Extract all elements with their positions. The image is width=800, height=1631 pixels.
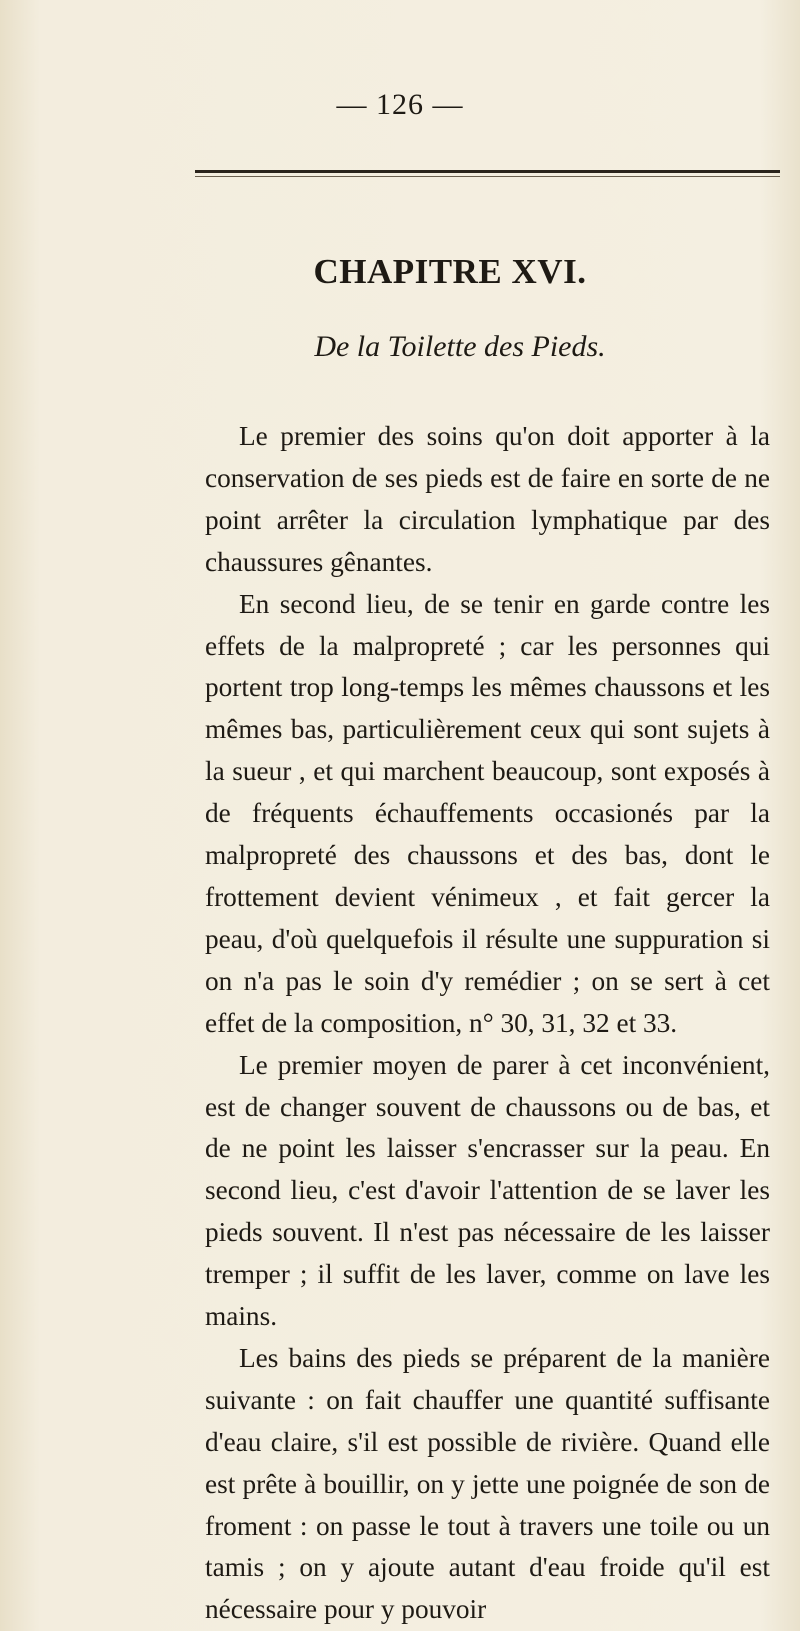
chapter-subtitle: De la Toilette des Pieds. — [314, 330, 606, 363]
paragraph: En second lieu, de se tenir en garde contre les effets de la malpropreté ; car les personnes qui portent trop long-temps les mêmes chaussons et les mêmes bas, particulièrement ceux qui sont sujets à la sueur , et qui marchent beaucoup, sont exposés à de fréquents échauffements occasionés par la malpropreté des chaussons et des bas, dont le frottement devient vénimeux , et fait gercer la peau, d'où quelquefois il résulte une suppuration si on n'a pas le soin d'y remédier ; on se sert à cet effet de la composition, n° 30, 31, 32 et 33. — [205, 588, 770, 1038]
paragraph: Le premier des soins qu'on doit apporter à la conservation de ses pieds est de faire en sorte de ne point arrêter la circulation lymphatique par des chaussures gênantes. — [205, 421, 770, 577]
body-text — [205, 416, 770, 1631]
chapter-title: CHAPITRE XVI. — [313, 252, 587, 291]
paragraph: Les bains des pieds se préparent de la manière suivante : on fait chauffer une quantité suffisante d'eau claire, s'il est possible de rivière. Quand elle est prête à bouillir, on y jette une poignée de son de froment : on passe le tout à travers une toile ou un tamis ; on y ajoute autant d'eau froide qu'il est nécessaire pour y pouvoir — [205, 1342, 770, 1625]
page-number: — 126 — — [336, 88, 464, 121]
paragraph: Le premier moyen de parer à cet inconvénient, est de changer souvent de chaussons ou de bas, et de ne point les laisser s'encrasser sur la peau. En second lieu, c'est d'avoir l'attention de se laver les pieds souvent. Il n'est pas nécessaire de les laisser tremper ; il suffit de les laver, comme on lave les mains. — [205, 1049, 770, 1332]
header-rule — [195, 170, 780, 173]
header-rule-thin — [195, 176, 780, 177]
